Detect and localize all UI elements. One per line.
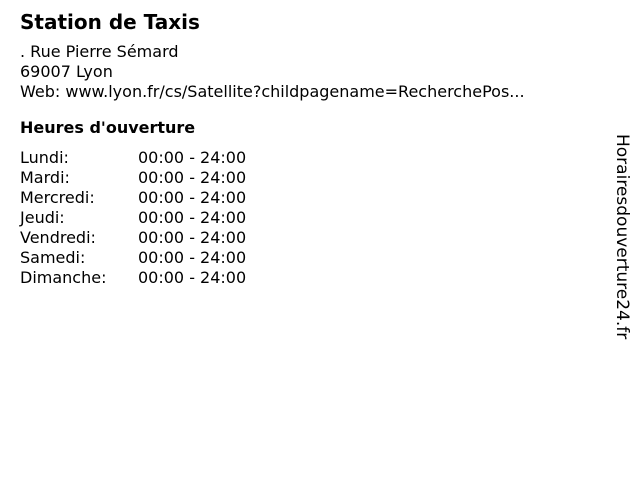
station-title: Station de Taxis [20,10,200,34]
day-label: Vendredi: [20,228,96,247]
day-label: Samedi: [20,248,86,267]
website-line[interactable]: Web: www.lyon.fr/cs/Satellite?childpagename=RecherchePos... [20,82,525,101]
opening-hours-list [20,148,600,288]
hours-row-friday [20,228,600,248]
time-range: 00:00 - 24:00 [138,208,247,227]
hours-row-tuesday [20,168,600,188]
hours-row-wednesday [20,188,600,208]
day-label: Dimanche: [20,268,107,287]
site-watermark: Horairesdouverture24.fr [612,134,632,340]
station-info-card [20,10,600,288]
time-range: 00:00 - 24:00 [138,228,247,247]
hours-row-monday [20,148,600,168]
address-city: 69007 Lyon [20,62,113,81]
day-label: Lundi: [20,148,69,167]
hours-row-sunday [20,268,600,288]
address-street: . Rue Pierre Sémard [20,42,179,61]
day-label: Mardi: [20,168,70,187]
day-label: Mercredi: [20,188,95,207]
hours-row-saturday [20,248,600,268]
time-range: 00:00 - 24:00 [138,168,247,187]
day-label: Jeudi: [20,208,65,227]
time-range: 00:00 - 24:00 [138,268,247,287]
hours-row-thursday [20,208,600,228]
time-range: 00:00 - 24:00 [138,248,247,267]
opening-hours-heading: Heures d'ouverture [20,118,196,137]
time-range: 00:00 - 24:00 [138,148,247,167]
time-range: 00:00 - 24:00 [138,188,247,207]
